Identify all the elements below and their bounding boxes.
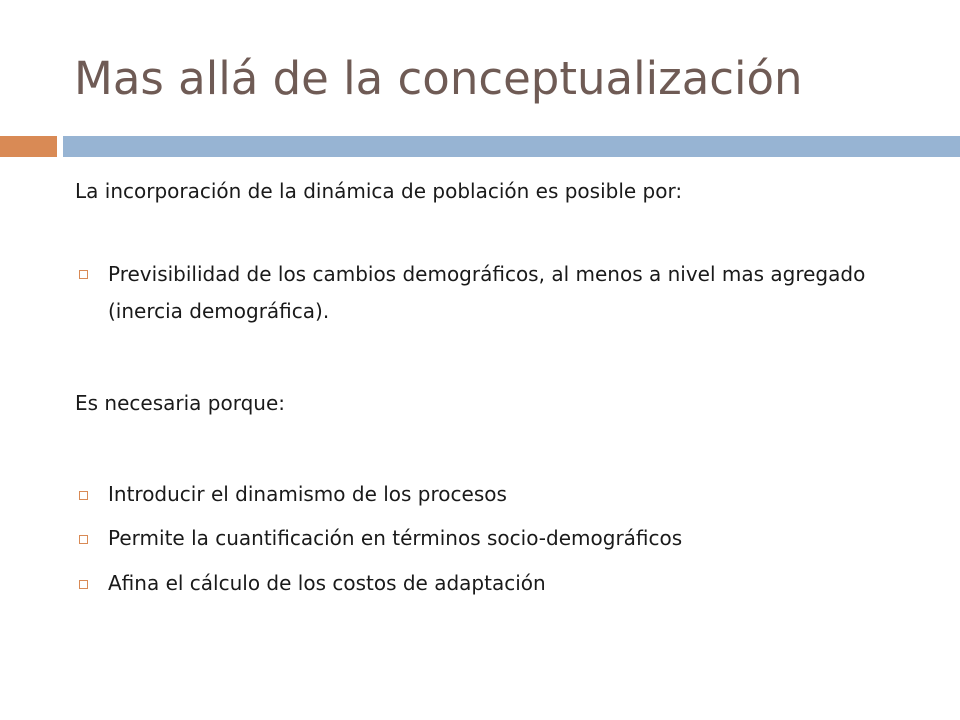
square-bullet-icon	[79, 535, 88, 544]
list-item-costos	[75, 566, 908, 601]
list-item-previsibilidad	[75, 256, 908, 330]
square-bullet-icon	[79, 491, 88, 500]
list-item-dinamismo	[75, 477, 908, 512]
list-item-cuantificacion	[75, 521, 908, 556]
list-item-text: Previsibilidad de los cambios demográficos, al menos a nivel mas agregado (inercia demográfica).	[108, 262, 866, 323]
intro-necessary-because: Es necesaria porque:	[75, 391, 285, 415]
list-item-text: Permite la cuantificación en términos socio-demográficos	[108, 526, 683, 550]
square-bullet-icon	[79, 580, 88, 589]
list-item-text: Afina el cálculo de los costos de adaptación	[108, 571, 546, 595]
square-bullet-icon	[79, 270, 88, 279]
title-divider-bar	[63, 136, 960, 157]
slide-title: Mas allá de la conceptualización	[74, 52, 803, 105]
title-accent-bar	[0, 136, 57, 157]
list-item-text: Introducir el dinamismo de los procesos	[108, 482, 507, 506]
intro-possible-by: La incorporación de la dinámica de población es posible por:	[75, 179, 683, 203]
